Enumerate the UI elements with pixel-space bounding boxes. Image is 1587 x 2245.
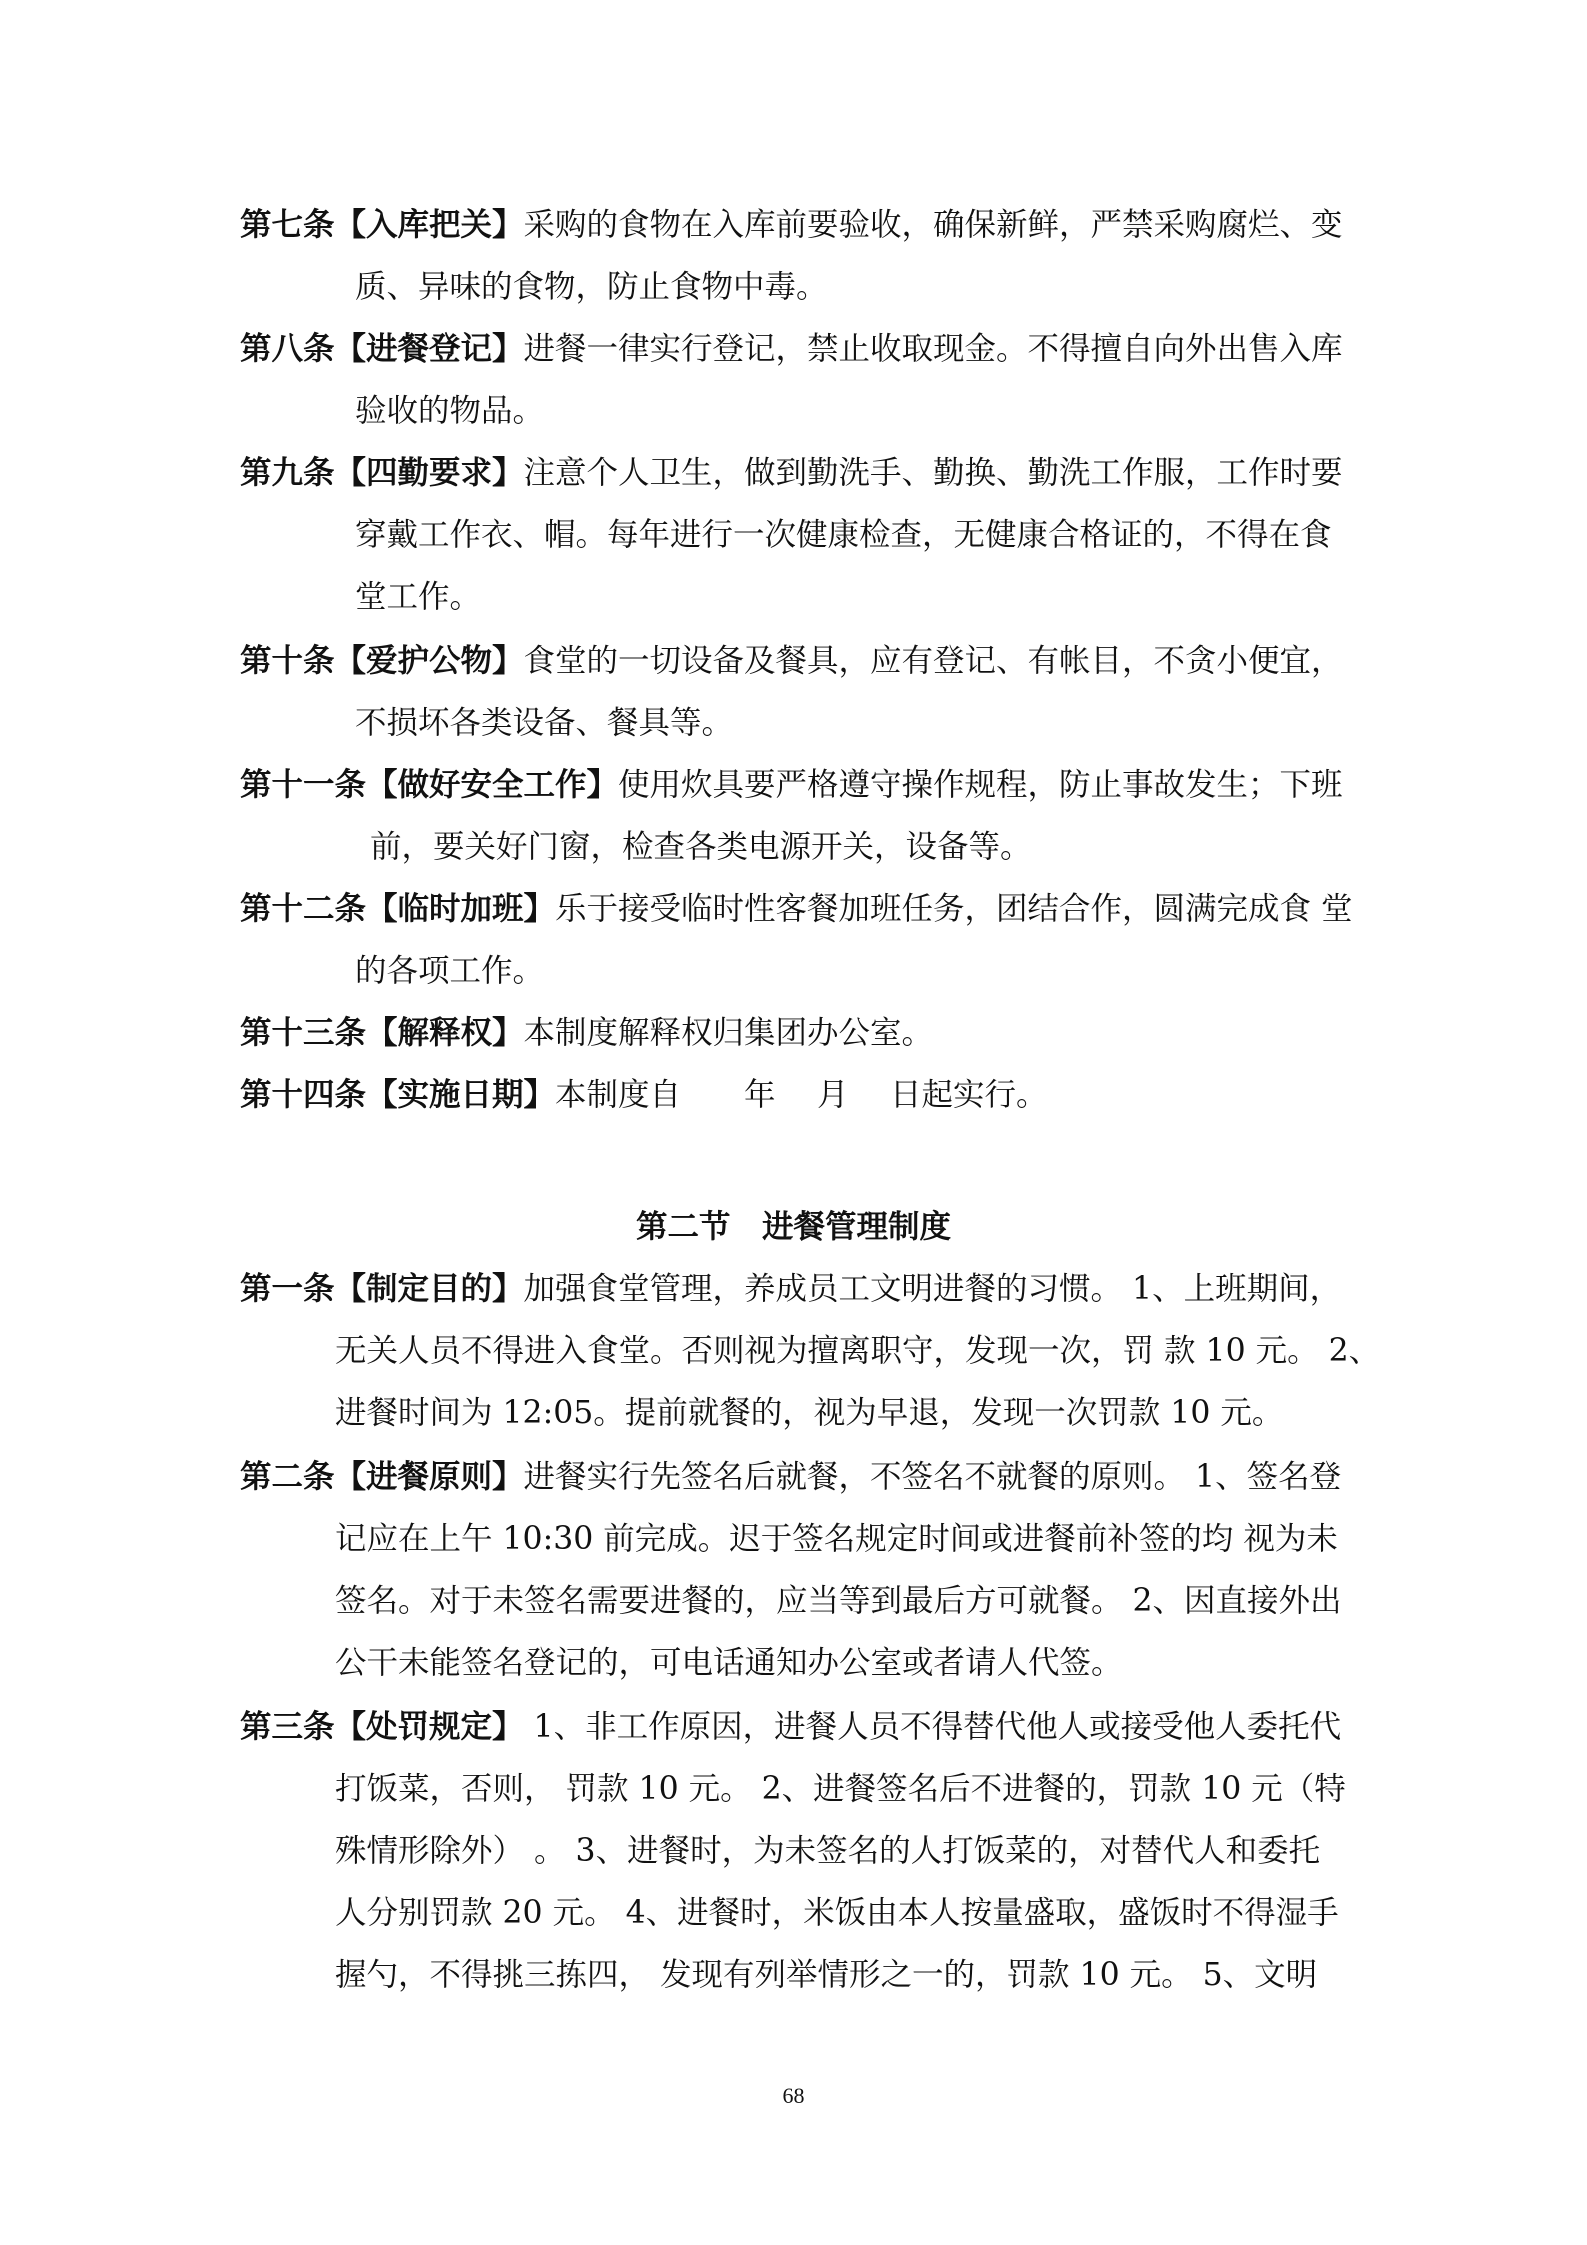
page-number: 68 [782,2083,805,2108]
article-text-continued: 殊情形除外） 。 3、进餐时，为未签名的人打饭菜的，对替代人和委托 [335,1833,1321,1869]
article-text-continued: 堂工作。 [355,579,482,615]
article-text-continued: 验收的物品。 [355,393,545,429]
article-text: 进餐一律实行登记，禁止收取现金。不得擅自向外出售入库 [523,331,1343,367]
article-3 [240,1696,1360,2006]
article-10 [240,630,1360,754]
article-text: 1、非工作原因，进餐人员不得替代他人或接受他人委托代 [523,1709,1342,1745]
article-9 [240,442,1360,628]
article-text-continued: 人分别罚款 20 元。 4、进餐时，米饭由本人按量盛取，盛饭时不得湿手 [335,1895,1339,1931]
article-text-continued: 记应在上午 10:30 前完成。迟于签名规定时间或进餐前补签的均 视为未 [335,1521,1338,1557]
article-14 [240,1064,1360,1126]
article-text-continued: 无关人员不得进入食堂。否则视为擅离职守，发现一次，罚 款 10 元。 2、 [335,1333,1381,1369]
article-text: 采购的食物在入库前要验收，确保新鲜，严禁采购腐烂、变 [523,207,1343,243]
article-text-continued: 公干未能签名登记的，可电话通知办公室或者请人代签。 [335,1645,1123,1681]
article-label: 第七条【入库把关】 [240,206,524,243]
article-1 [240,1258,1381,1444]
article-text: 注意个人卫生，做到勤洗手、勤换、勤洗工作服，工作时要 [523,455,1343,491]
article-label: 第九条【四勤要求】 [240,454,524,491]
article-text-continued: 不损坏各类设备、餐具等。 [355,705,734,741]
article-label: 第十四条【实施日期】 [240,1076,556,1113]
article-text-continued: 握勺，不得挑三拣四， 发现有列举情形之一的，罚款 10 元。 5、文明 [335,1957,1318,1993]
article-label: 第十条【爱护公物】 [240,642,524,679]
section-title: 第二节 进餐管理制度 [635,1208,951,1245]
article-2 [240,1446,1360,1694]
article-text-continued: 前，要关好门窗，检查各类电源开关，设备等。 [370,829,1032,865]
article-label: 第一条【制定目的】 [240,1270,524,1307]
article-text: 食堂的一切设备及餐具，应有登记、有帐目，不贪小便宜， [523,643,1343,679]
article-text: 使用炊具要严格遵守操作规程，防止事故发生；下班 [618,767,1343,803]
article-8 [240,318,1360,442]
article-7 [240,194,1360,318]
article-13 [240,1002,1360,1064]
article-text-continued: 穿戴工作衣、帽。每年进行一次健康检查，无健康合格证的，不得在食 [355,517,1332,553]
article-label: 第三条【处罚规定】 [240,1708,524,1745]
article-text: 加强食堂管理，养成员工文明进餐的习惯。 1、上班期间， [523,1271,1342,1307]
article-text-continued: 签名。对于未签名需要进餐的，应当等到最后方可就餐。 2、因直接外出 [335,1583,1342,1619]
article-11 [240,754,1360,878]
article-label: 第十一条【做好安全工作】 [240,766,619,803]
article-label: 第八条【进餐登记】 [240,330,524,367]
article-text: 进餐实行先签名后就餐，不签名不就餐的原则。 1、签名登 [523,1459,1342,1495]
article-text: 乐于接受临时性客餐加班任务，团结合作，圆满完成食 堂 [555,891,1353,927]
article-text-continued: 质、异味的食物，防止食物中毒。 [355,269,828,305]
article-label: 第十二条【临时加班】 [240,890,556,927]
article-text-continued: 进餐时间为 12:05。提前就餐的，视为早退，发现一次罚款 10 元。 [335,1395,1284,1431]
article-label: 第二条【进餐原则】 [240,1458,524,1495]
article-12 [240,878,1360,1002]
article-text: 本制度解释权归集团办公室。 [523,1015,934,1051]
article-text-continued: 的各项工作。 [355,953,545,989]
article-label: 第十三条【解释权】 [240,1014,524,1051]
article-text: 本制度自 年 月 日起实行。 [555,1077,1048,1113]
article-text-continued: 打饭菜，否则， 罚款 10 元。 2、进餐签名后不进餐的，罚款 10 元（特 [335,1771,1346,1807]
